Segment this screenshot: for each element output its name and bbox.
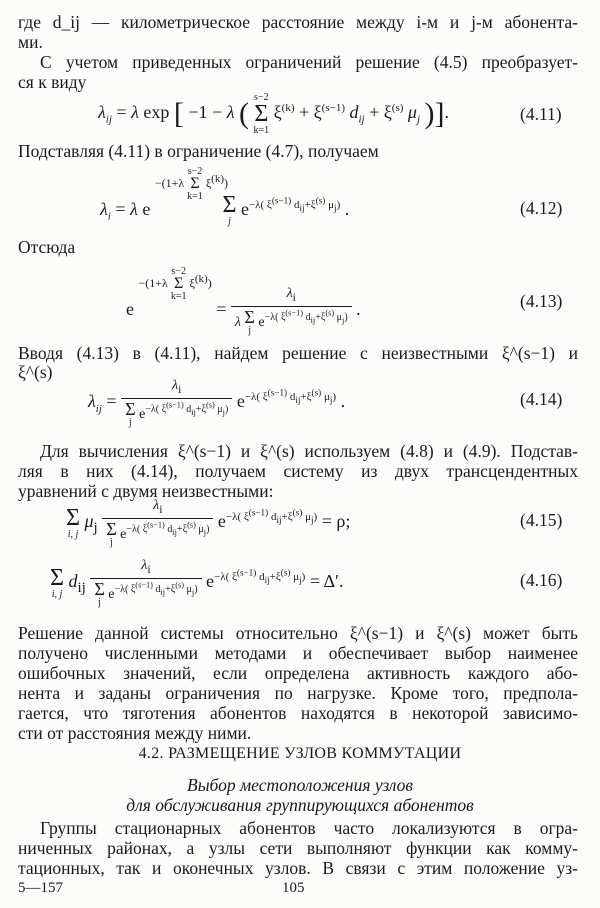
para4-line-2: ляя в них (4.14), получаем систему из двух трансцендентных xyxy=(18,461,578,481)
para6-line-2: ниченных районах, а узлы сети выполняют функции как комму- xyxy=(18,838,578,858)
equation-4-13: e $^{-(1+\lambda s-2 \Sigma k=1 \xi(k))}$ = $\lambda_i$ λ Σ j $e^{-\lambda( \xi^{(s-1)} d_{ij}+\xi^{(s)} \mu_j)}$ . xyxy=(126,266,361,337)
equation-number-4-11: (4.11) xyxy=(520,104,562,124)
para4-line-3: уравнений с двумя неизвестными: xyxy=(18,481,274,501)
signature-mark: 5—157 xyxy=(18,880,63,896)
equation-number-4-15: (4.15) xyxy=(520,510,563,530)
para4-line-1: Для вычисления ξ^(s−1) и ξ^(s) используем (4.8) и (4.9). Подстав- xyxy=(40,441,578,461)
intro-line-2: ми. xyxy=(18,32,43,52)
para3-line-2: ξ^(s) xyxy=(18,362,53,382)
para5-line-1: Решение данной системы относительно ξ^(s−1) и ξ^(s) может быть xyxy=(18,623,578,643)
equation-number-4-13: (4.13) xyxy=(520,291,563,311)
intro-line-1: где d_ij — километрическое расстояние между i-м и j-м абонента- xyxy=(18,12,578,32)
para6-line-1: Группы стационарных абонентов часто локализуются в огра- xyxy=(40,818,578,838)
subheading-line-2: для обслуживания группирующихся абонентов xyxy=(126,795,474,815)
equation-4-11: $\lambda_{ij} = \lambda$ exp [ −1 − λ ( s−2 Σ k=1 $\xi^{(k)} + \xi^{(s-1)}$ $d_{ij} + \xi^{(s)}$ $\mu_j$ )]. xyxy=(98,92,450,136)
para1-line-2: ся к виду xyxy=(18,72,87,92)
para5-line-4: нента и заданы ограничения по нагрузке. Кроме того, предпола- xyxy=(18,683,578,703)
eq-4-16-rhs: = Δ′. xyxy=(309,571,344,592)
para5-line-6: сти от расстояния между ними. xyxy=(18,723,252,743)
para2: Подставляя (4.11) в ограничение (4.7), получаем xyxy=(18,141,379,161)
para5-line-3: ошибочных значений, если определена активность каждого або- xyxy=(18,663,578,683)
equation-number-4-12: (4.12) xyxy=(520,198,563,218)
para5-line-5: гается, что тяготения абонентов находятся в некоторой зависимо- xyxy=(18,703,578,723)
eq-4-15-rhs: = ρ; xyxy=(321,511,351,532)
equation-4-15: Σ i, j $\mu_j$ $\lambda_i$ Σ j $e^{-\lambda( \xi^{(s-1)} d_{ij}+\xi^{(s)} \mu_j)}$ $e^{-\lambda( \xi^{(s-1)} d_{ij}+\xi^{(s)} \mu_j)} = \rho$; xyxy=(66,498,351,549)
equation-4-16: Σ i, j $d_{ij}$ $\lambda_i$ Σ j $e^{-\lambda( \xi^{(s-1)} d_{ij}+\xi^{(s)} \mu_j)}$ $e^{-\lambda( \xi^{(s-1)} d_{ij}+\xi^{(s)} \mu_j)} = \Delta'$. xyxy=(50,558,344,609)
equation-4-14: $\lambda_{ij}$ = $\lambda_i$ Σ j $e^{-\lambda( \xi^{(s-1)} d_{ij}+\xi^{(s)} \mu_j)}$ $e^{-\lambda( \xi^{(s-1)} d_{ij}+\xi^{(s)} \mu_j)}$ . xyxy=(88,378,346,429)
para6-line-3: тационных, так и оконечных узлов. В связи с этим положение уз- xyxy=(18,858,578,878)
otsyuda: Отсюда xyxy=(18,237,76,257)
para1-line-1: С учетом приведенных ограничений решение (4.5) преобразует- xyxy=(40,52,578,72)
equation-number-4-14: (4.14) xyxy=(520,389,563,409)
section-heading: 4.2. РАЗМЕЩЕНИЕ УЗЛОВ КОММУТАЦИИ xyxy=(138,745,462,762)
equation-4-12: $\lambda_i = \lambda$ e −(1+λ s−2 Σ k=1 ξ(k)) Σ j $e^{-\lambda( \xi^{(s-1)} d_{ij}+\xi^{(s)} \mu_j)}$ . xyxy=(100,166,350,228)
page-number: 105 xyxy=(282,880,305,896)
equation-number-4-16: (4.16) xyxy=(520,570,563,590)
para3-line-1: Вводя (4.13) в (4.11), найдем решение с неизвестными ξ^(s−1) и xyxy=(18,343,578,363)
para5-line-2: получено численными методами и обеспечивает выбор наименее xyxy=(18,643,578,663)
subheading-line-1: Выбор местоположения узлов xyxy=(187,775,413,795)
